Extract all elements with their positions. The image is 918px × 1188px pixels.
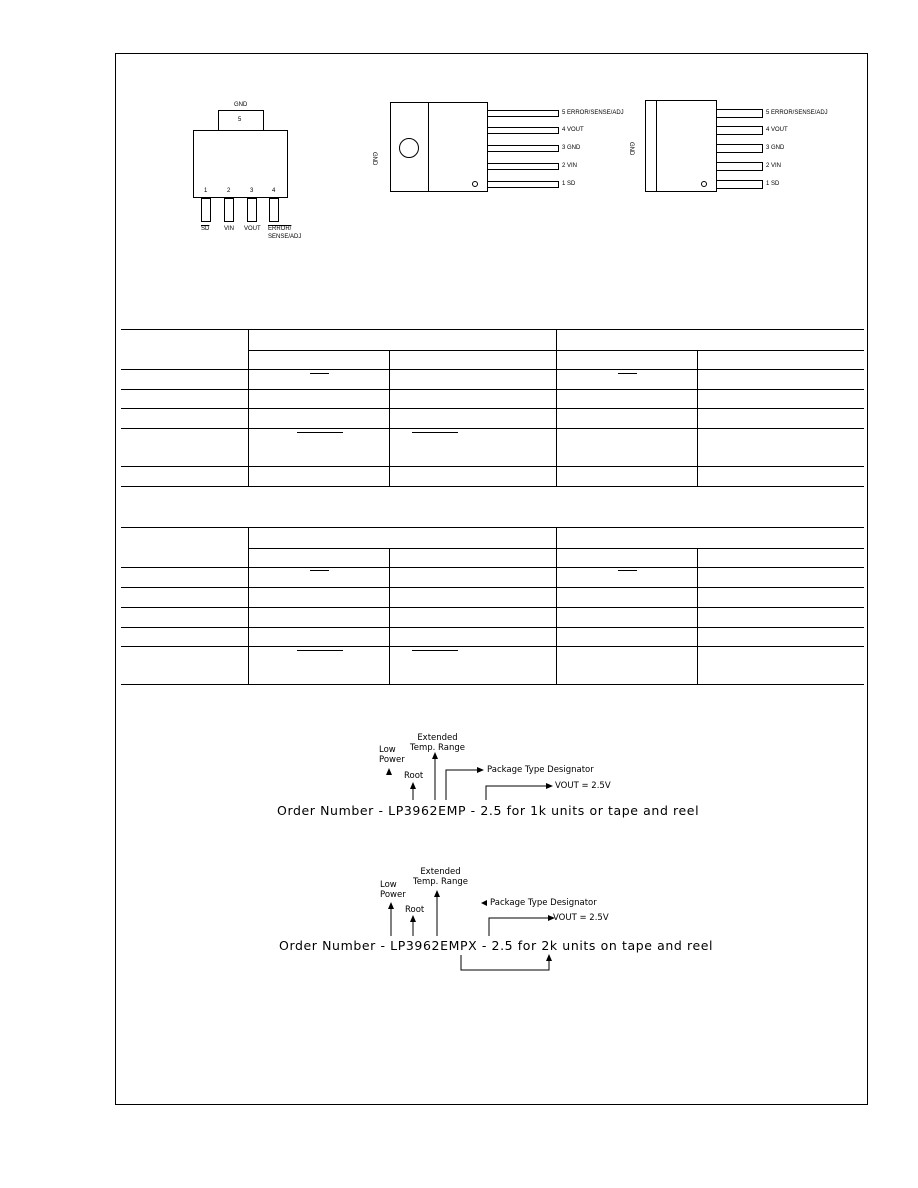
extended-temp-note: Extended Temp. Range: [410, 733, 465, 753]
to263-pin-label: 1 SD: [766, 181, 780, 187]
to220-side-label: GND: [371, 152, 377, 166]
sot223-pin-number: 2: [227, 188, 231, 194]
sot223-pin-label: VIN: [224, 226, 235, 232]
to263-pin-label: 2 VIN: [766, 163, 782, 169]
to263-pin-label: 5 ERROR/SENSE/ADJ: [766, 110, 828, 116]
vout-note: VOUT = 2.5V: [553, 913, 609, 923]
sot223-pin-label: SENSE/ADJ: [268, 234, 302, 240]
low-power-note: Low Power: [379, 745, 405, 765]
root-note: Root: [405, 905, 425, 915]
sot223-tab-pin: 5: [238, 117, 242, 123]
sot223-pin-label: ERROR/: [268, 226, 292, 232]
sot223-pin-label: $\overline{SD}$: [201, 226, 210, 232]
to220-pin-label: 5 ERROR/SENSE/ADJ: [562, 110, 624, 116]
sot223-pin-label: VOUT: [244, 226, 261, 232]
to263-pin-label: 4 VOUT: [766, 127, 788, 133]
package-type-note: Package Type Designator: [490, 898, 597, 908]
to263-pin-label: 3 GND: [766, 145, 785, 151]
sot223-pin-number: 1: [204, 188, 208, 194]
sot223-pin-number: 3: [250, 188, 254, 194]
to220-pin-label: 4 VOUT: [562, 127, 584, 133]
to220-pin-label: 1 SD: [562, 181, 576, 187]
to220-pin-label: 3 GND: [562, 145, 581, 151]
sot223-pin-number: 4: [272, 188, 276, 194]
to220-pin-label: 2 VIN: [562, 163, 578, 169]
to263-side-label: GND: [628, 142, 634, 156]
extended-temp-note: Extended Temp. Range: [413, 867, 468, 887]
root-note: Root: [404, 771, 424, 781]
order-number-line: Order Number - LP3962EMP - 2.5 for 1k units or tape and reel: [277, 803, 700, 818]
sot223-tab-label: GND: [234, 102, 248, 108]
order-number-line: Order Number - LP3962EMPX - 2.5 for 2k units on tape and reel: [279, 938, 714, 953]
package-type-note: Package Type Designator: [487, 765, 594, 775]
vout-note: VOUT = 2.5V: [555, 781, 611, 791]
low-power-note: Low Power: [380, 880, 406, 900]
